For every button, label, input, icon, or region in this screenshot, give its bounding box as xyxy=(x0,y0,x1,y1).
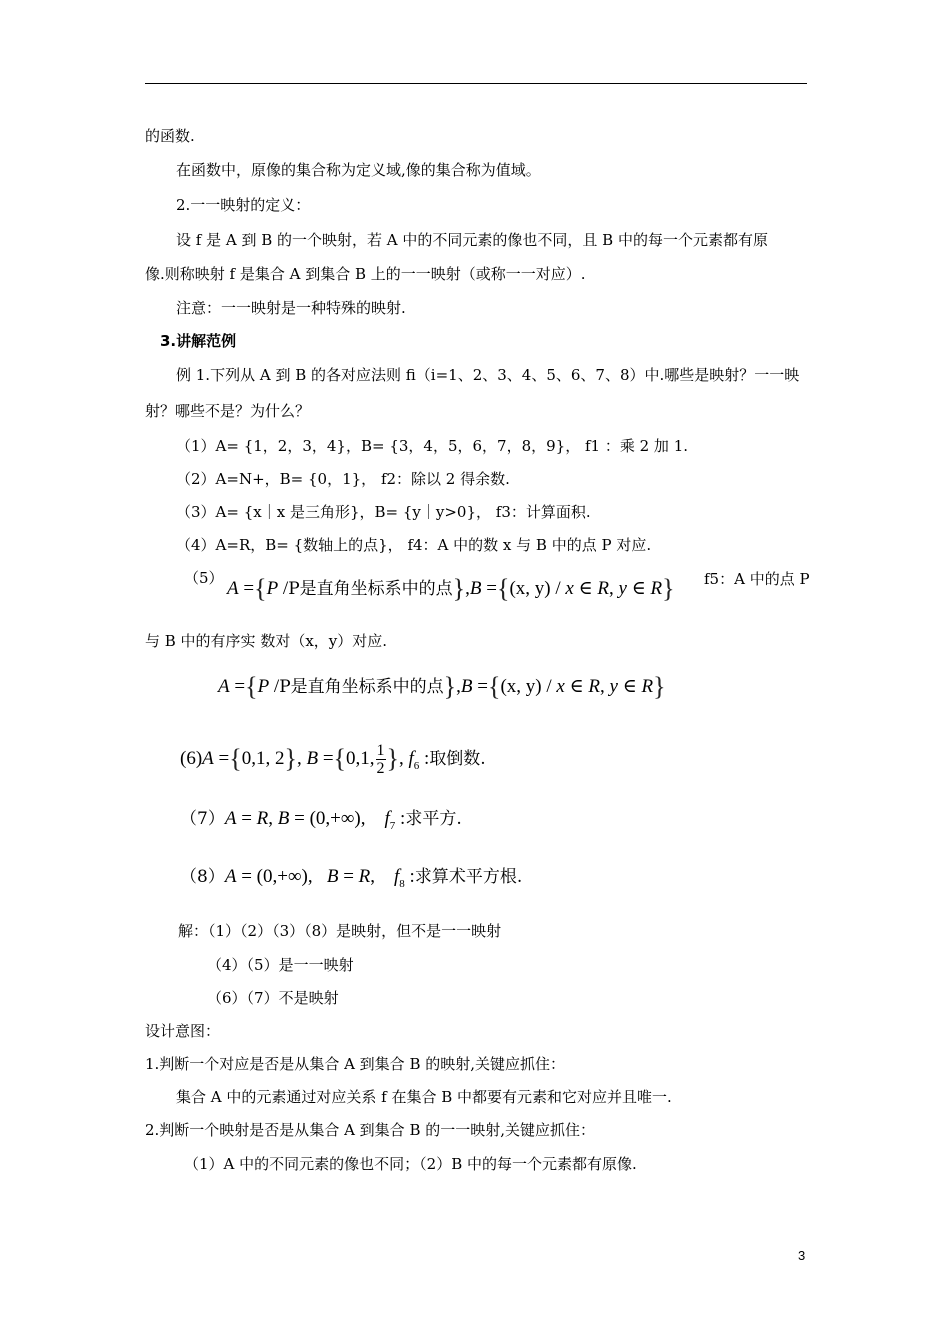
example-line: 射？哪些不是？为什么？ xyxy=(145,402,311,420)
design-line: 1.判断一个对应是否是从集合 A 到集合 B 的映射,关键应抓住： xyxy=(145,1055,566,1073)
page-number: 3 xyxy=(798,1248,806,1263)
fraction-one-half: $\frac{1}{2}$ xyxy=(376,742,385,777)
section-heading: 3.讲解范例 xyxy=(160,332,237,350)
header-rule xyxy=(145,83,807,84)
design-line: （1）A 中的不同元素的像也不同；（2）B 中的每一个元素都有原像. xyxy=(184,1155,637,1173)
case-line: （1）A= {1，2，3，4}，B= {3，4，5，6，7，8，9}， f1 ：乘 2 加 1. xyxy=(176,437,689,455)
case-line: f5：A 中的点 P xyxy=(704,570,810,588)
case-label: （5） xyxy=(184,569,224,587)
set-formula-display: A ={P /P是直角坐标系中的点},B ={(x, y) / x ∈ R, y ∈ R} xyxy=(218,672,666,701)
design-heading: 设计意图： xyxy=(145,1022,221,1040)
case-line: 与 B 中的有序实 数对（x，y）对应. xyxy=(145,632,388,650)
set-description: P是直角坐标系中的点 xyxy=(279,677,444,697)
case8-formula: （8）A = (0,+∞), B = R, $f_8$ :求算术平方根. xyxy=(180,866,523,890)
set-formula-inline: A ={P /P是直角坐标系中的点},B ={(x, y) / x ∈ R, y ∈ R} xyxy=(227,574,675,603)
ordered-pair: (x, y) xyxy=(500,676,542,697)
design-line: 集合 A 中的元素通过对应关系 f 在集合 B 中都要有元素和它对应并且唯一. xyxy=(176,1088,672,1106)
definition-heading: 2.一一映射的定义： xyxy=(176,196,311,214)
note-line: 注意：一一映射是一种特殊的映射. xyxy=(176,299,406,317)
paragraph-line: 设 f 是 A 到 B 的一个映射，若 A 中的不同元素的像也不同，且 B 中的每一个元素都有原 xyxy=(176,231,768,249)
design-line: 2.判断一个映射是否是从集合 A 到集合 B 的一一映射,关键应抓住： xyxy=(145,1121,596,1139)
example-line: 例 1.下列从 A 到 B 的各对应法则 fi（i=1、2、3、4、5、6、7、8）中.哪些是映射？一一映 xyxy=(176,366,800,384)
set-description: P是直角坐标系中的点 xyxy=(288,579,453,599)
paragraph-line: 的函数. xyxy=(145,127,195,145)
case6-formula: (6)A ={0,1, 2}, B ={0,1, $\frac{1}{2}$ }, $f_6$ :取倒数. xyxy=(180,742,486,777)
ordered-pair: (x, y) xyxy=(509,578,551,599)
case-label: （8） xyxy=(180,867,225,887)
case-label: （7） xyxy=(180,809,225,829)
paragraph-line: 像.则称映射 f 是集合 A 到集合 B 上的一一映射（或称一一对应）. xyxy=(145,265,586,283)
case-line: （3）A= {x｜x 是三角形}，B= {y｜y>0}， f3：计算面积. xyxy=(176,503,591,521)
case-label: (6) xyxy=(180,747,203,769)
answer-line: （6）（7）不是映射 xyxy=(207,989,339,1007)
answer-line: （4）（5）是一一映射 xyxy=(207,956,354,974)
case-line: （2）A=N+，B= {0，1}， f2：除以 2 得余数. xyxy=(176,470,510,488)
paragraph-line: 在函数中，原像的集合称为定义域,像的集合称为值域。 xyxy=(176,161,541,179)
answer-line: 解：（1）（2）（3）（8）是映射，但不是一一映射 xyxy=(178,922,502,940)
case-line: （4）A=R，B= {数轴上的点}， f4：A 中的数 x 与 B 中的点 P 对应. xyxy=(176,536,652,554)
case7-formula: （7）A = R, B = (0,+∞), $f_7$ :求平方. xyxy=(180,808,462,832)
